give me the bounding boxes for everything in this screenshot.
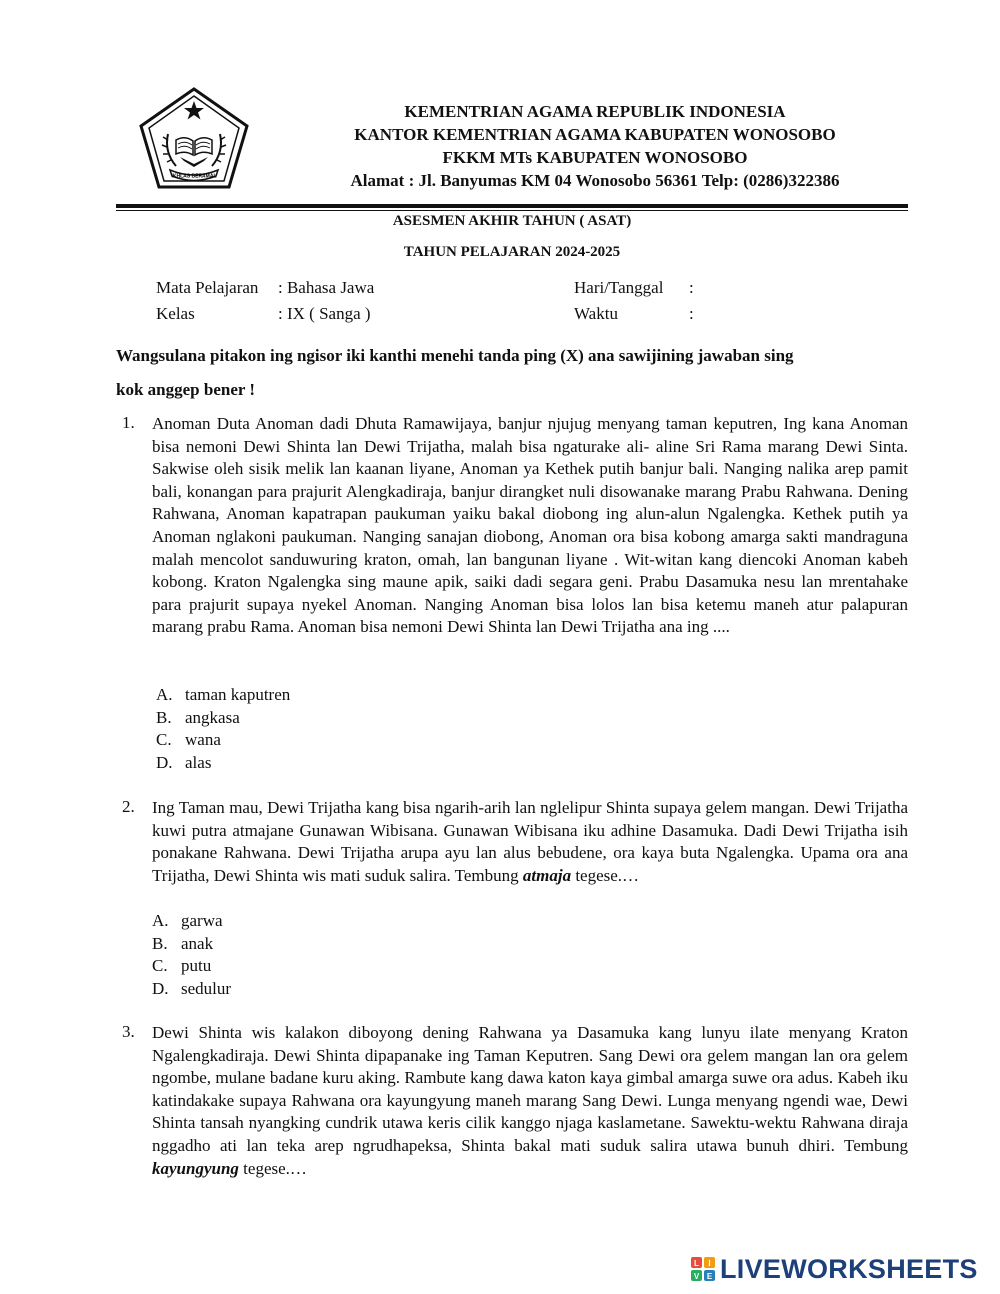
ministry-emblem-icon (138, 86, 250, 190)
header-divider-thin (116, 210, 908, 211)
day-label: Hari/Tanggal (574, 278, 664, 297)
class-value: : IX ( Sanga ) (278, 304, 371, 323)
header-divider-thick (116, 204, 908, 208)
time-label: Waktu (574, 304, 618, 323)
question-1-option-a[interactable]: A. taman kaputren (156, 685, 291, 704)
question-1-option-c[interactable]: C. wana (156, 730, 221, 750)
exam-title: ASESMEN AKHIR TAHUN ( ASAT) (392, 213, 632, 229)
question-2-option-a[interactable]: A. garwa (152, 911, 223, 930)
question-2-keyword: atmaja (522, 865, 572, 885)
question-1-number: 1. (122, 413, 135, 432)
question-1-option-d[interactable]: D. alas (156, 752, 212, 772)
question-2-text: Ing Taman mau, Dewi Trijatha kang bisa ngarih-arih lan nglelipur Shinta supaya gelem mangan. Dewi Trijatha kuwi putra atmajane Gunawan Wibisana. Gunawan Wibisana iku adhine Dasamuka. Dadi Dewi Trijatha isih ponakane Rahwana. Dewi Trijatha arupa ayu lan alus bebudene, ora kaya buta Ngalengka. Upama ora ana Trijatha, Dewi Shinta wis mati suduk salira. Tembung atmaja tegese.… (152, 798, 908, 885)
exam-year: TAHUN PELAJARAN 2024-2025 (403, 244, 621, 260)
class-label: Kelas (156, 304, 195, 323)
question-2-option-d[interactable]: D. sedulur (152, 978, 232, 998)
question-2-option-c[interactable]: C. putu (152, 956, 212, 976)
question-2-number: 2. (122, 797, 135, 816)
svg-text:E: E (706, 1272, 713, 1281)
question-2-option-b[interactable]: B. anak (152, 933, 214, 953)
question-3-number: 3. (122, 1022, 135, 1041)
question-2-options (152, 910, 231, 1000)
svg-text:V: V (693, 1272, 700, 1281)
letterhead-forum: FKKM MTs KABUPATEN WONOSOBO (442, 148, 748, 167)
liveworksheets-brand: LIVEWORKSHEETS (720, 1253, 978, 1284)
question-3-keyword: kayungyung (152, 1158, 239, 1178)
letterhead-ministry: KEMENTRIAN AGAMA REPUBLIK INDONESIA (404, 102, 786, 121)
subject-value: : Bahasa Jawa (278, 278, 375, 297)
ministry-logo (138, 86, 250, 190)
instruction-line-2: kok anggep bener ! (116, 380, 256, 399)
letterhead-address: Alamat : Jl. Banyumas KM 04 Wonosobo 56361 Telp: (0286)322386 (350, 171, 840, 190)
liveworksheets-watermark (690, 1252, 990, 1286)
question-1-options (156, 684, 290, 774)
day-value: : (689, 278, 694, 297)
time-value: : (689, 304, 694, 323)
question-1-option-b[interactable]: B. angkasa (156, 707, 240, 727)
letterhead-office: KANTOR KEMENTRIAN AGAMA KABUPATEN WONOSOBO (354, 125, 836, 144)
instruction-line-1: Wangsulana pitakon ing ngisor iki kanthi menehi tanda ping (X) ana sawijining jawaban sing (116, 346, 794, 365)
svg-text:IKHLAS BERAMAL: IKHLAS BERAMAL (171, 173, 217, 180)
svg-text:I: I (708, 1259, 711, 1268)
subject-label: Mata Pelajaran (156, 278, 259, 297)
letterhead (270, 100, 920, 192)
svg-text:L: L (694, 1259, 699, 1268)
question-3-text: Dewi Shinta wis kalakon diboyong dening Rahwana ya Dasamuka kang lunyu ilate menyang Kraton Ngalengkadiraja. Dewi Shinta dipapanake ing Taman Keputren. Sang Dewi ora gelem mangan lan ora gelem ngombe, mulane badane kuru aking. Rambute kang dawa katon kaya gimbal amarga suwe ora adus. Kabeh iku katindakake supaya Rahwana ora kayungyung maneh marang Sang Dewi. Lunga menyang ngendi wae, Dewi Shinta tansah nyangking cundrik utawa keris cilik kanggo njaga kaslametane. Sawektu-wektu Rahwana diraja nggadho ati lan teka arep ngrudhapeksa, Shinta bakal mati suduk salira utawa bunuh dhiri. Tembung kayungyung tegese.… (152, 1023, 908, 1178)
liveworksheets-logo-icon (690, 1256, 716, 1282)
question-1-text: Anoman Duta Anoman dadi Dhuta Ramawijaya, banjur njujug menyang taman keputren, Ing kana Anoman bisa nemoni Dewi Shinta lan Dewi Trijatha, malah bisa ngaturake ali- aline Sri Rama marang Dewi Sinta. Sakwise oleh sisik melik lan kaanan liyane, Anoman ya Kethek putih banjur bali. Nanging nalika arep pamit bali, konangan para prajurit Alengkadiraja, banjur dirangket nuli disowanake marang Prabu Rahwana. Dening Rahwana, Anoman kapatrapan paukuman yaiku bakal diobong ing alun-alun Ngalengka. Kethek putih ya Anoman nglakoni paukuman. Nanging sanajan diobong, Anoman ora bisa kobong amarga sakti mandraguna malah mencolot sanduwuring kraton, omah, lan bangunan liyane . Wit-witan kang diencoki Anoman kabeh kobong. Kraton Ngalengka sing maune apik, saiki dadi segara geni. Prabu Dasamuka nesu lan mrentahake para prajurit supaya nyekel Anoman. Nanging Anoman bisa lolos lan bisa ketemu maneh atur palapuran marang prabu Rama. Anoman bisa nemoni Dewi Shinta lan Dewi Trijatha ana ing .... (152, 414, 908, 637)
